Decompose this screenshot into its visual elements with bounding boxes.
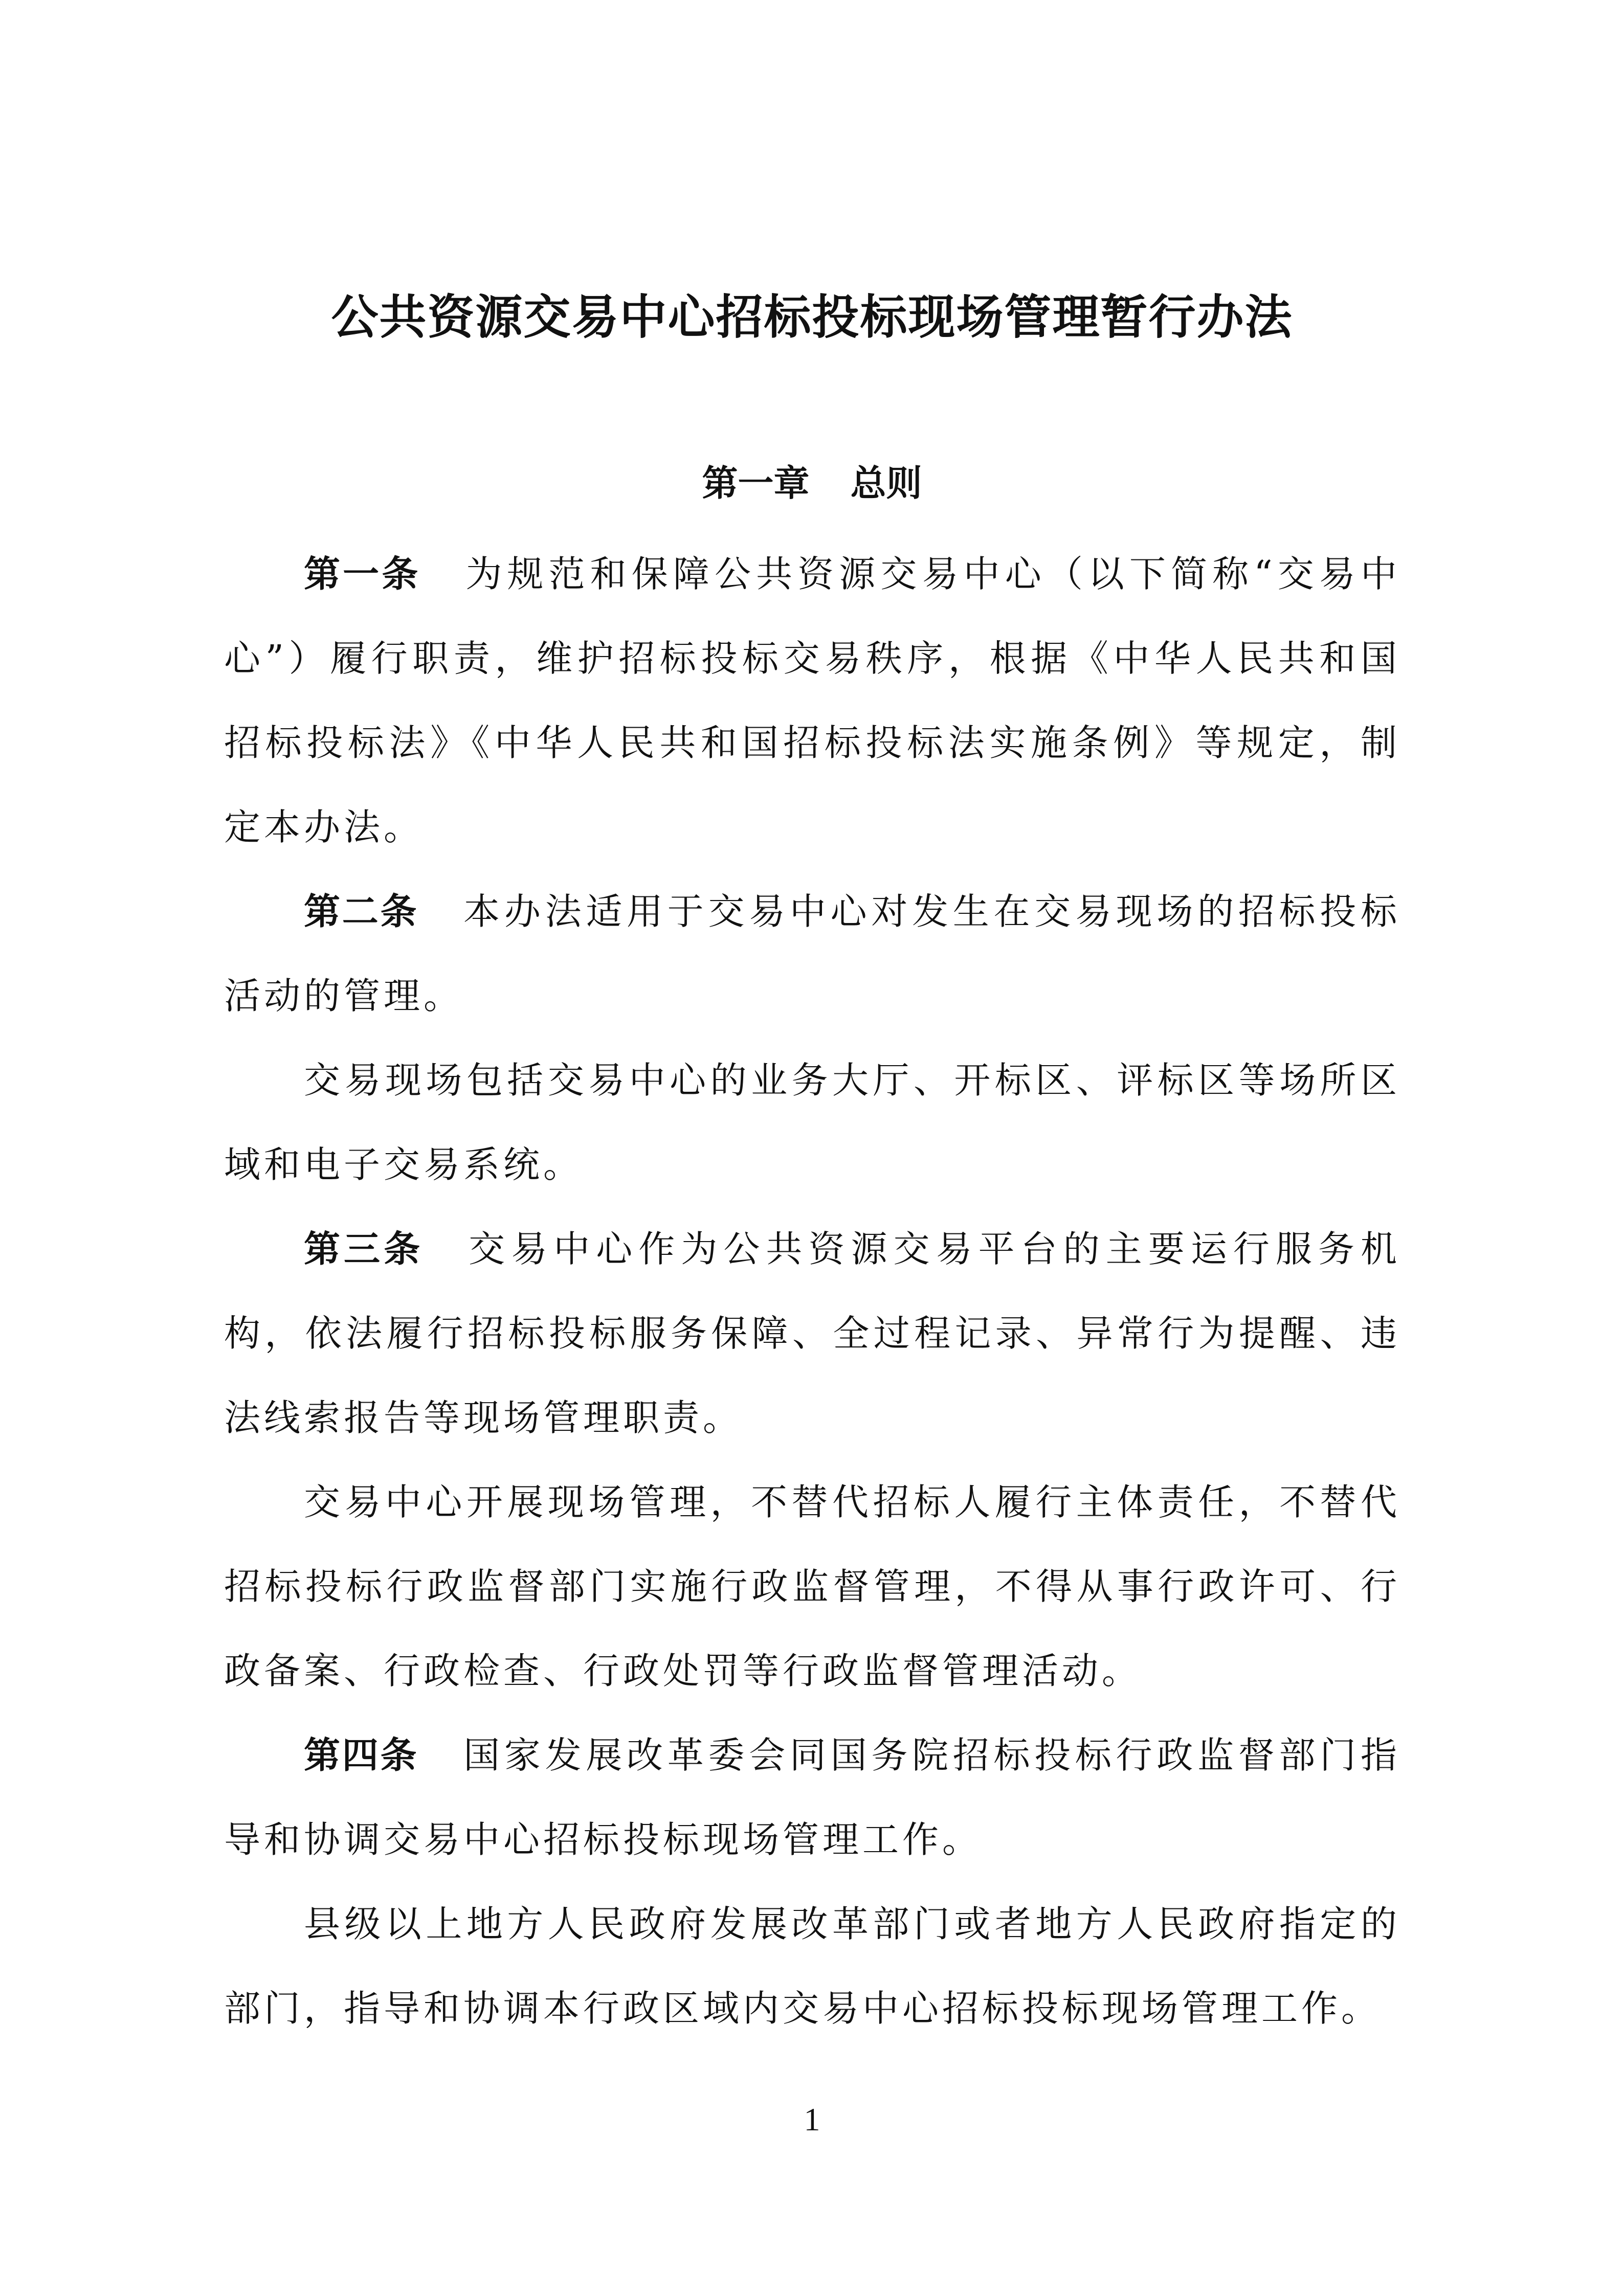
document-title: 公共资源交易中心招标投标现场管理暂行办法 — [331, 289, 1293, 345]
article-paragraph — [224, 532, 1400, 869]
paragraph-text: 交易现场包括交易中心的业务大厅、开标区、评标区等场所区域和电子交易系统。 — [224, 1059, 1400, 1186]
article-text: 为规范和保障公共资源交易中心（以下简称“交易中心”）履行职责，维护招标投标交易秩序，根据《中华人民共和国招标投标法》《中华人民共和国招标投标法实施条例》等规定，制定本办法。 — [224, 553, 1400, 848]
paragraph-text: 县级以上地方人民政府发展改革部门或者地方人民政府指定的部门，指导和协调本行政区域内交易中心招标投标现场管理工作。 — [224, 1903, 1400, 2030]
article-paragraph — [224, 1207, 1400, 1460]
article-text: 交易中心作为公共资源交易平台的主要运行服务机构，依法履行招标投标服务保障、全过程记录、异常行为提醒、违法线索报告等现场管理职责。 — [224, 1228, 1400, 1439]
chapter-name: 总则 — [850, 462, 922, 504]
page-number: 1 — [804, 2101, 820, 2137]
article-label: 第三条 — [304, 1228, 424, 1270]
chapter-heading — [0, 455, 1624, 511]
article-paragraph — [224, 1713, 1400, 1882]
article-paragraph — [224, 869, 1400, 1038]
body-paragraph — [224, 1460, 1400, 1713]
document-body — [224, 532, 1400, 2051]
article-label: 第四条 — [304, 1734, 419, 1776]
article-text: 国家发展改革委会同国务院招标投标行政监督部门指导和协调交易中心招标投标现场管理工作。 — [224, 1734, 1400, 1861]
article-label: 第二条 — [304, 890, 419, 933]
article-label: 第一条 — [304, 553, 421, 595]
body-paragraph — [224, 1882, 1400, 2051]
chapter-number: 第一章 — [702, 462, 810, 504]
body-paragraph — [224, 1038, 1400, 1207]
article-text: 本办法适用于交易中心对发生在交易现场的招标投标活动的管理。 — [224, 890, 1400, 1017]
paragraph-text: 交易中心开展现场管理，不替代招标人履行主体责任，不替代招标投标行政监督部门实施行政监督管理，不得从事行政许可、行政备案、行政检查、行政处罚等行政监督管理活动。 — [224, 1481, 1400, 1692]
